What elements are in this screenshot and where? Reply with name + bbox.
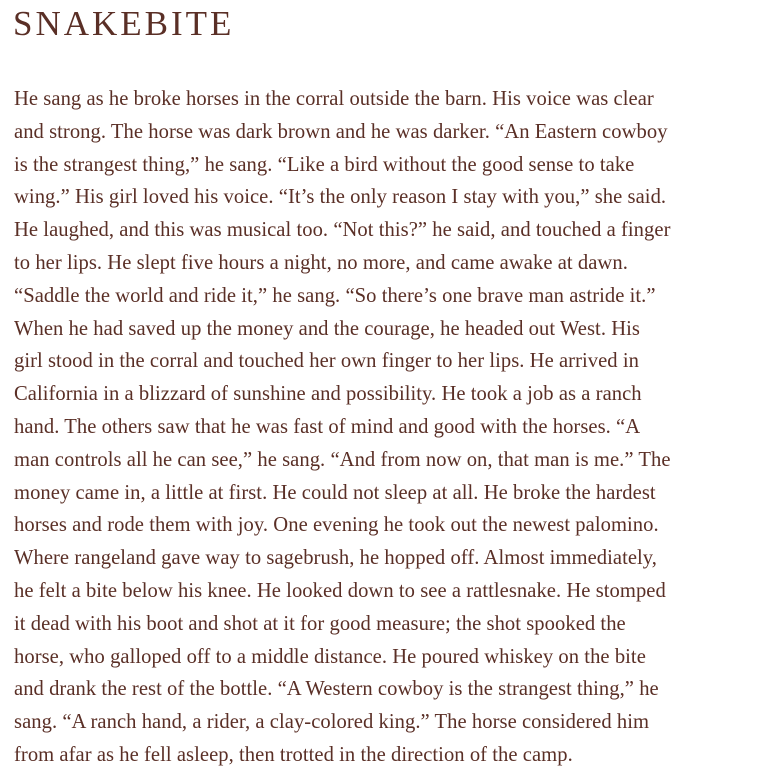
- story-line: Where rangeland gave way to sagebrush, he hopped off. Almost immediately,: [14, 547, 658, 570]
- story-body: [14, 83, 671, 772]
- story-line: wing.” His girl loved his voice. “It’s the only reason I stay with you,” she said.: [14, 186, 667, 209]
- story-line: he felt a bite below his knee. He looked down to see a rattlesnake. He stomped: [14, 579, 666, 602]
- story-line: sang. “A ranch hand, a rider, a clay-colored king.” The horse considered him: [14, 711, 650, 734]
- story-line: girl stood in the corral and touched her own finger to her lips. He arrived in: [14, 350, 639, 373]
- story-line: He sang as he broke horses in the corral outside the barn. His voice was clear: [14, 88, 654, 110]
- story-line: and strong. The horse was dark brown and he was darker. “An Eastern cowboy: [14, 120, 668, 143]
- story-line: and drank the rest of the bottle. “A Western cowboy is the strangest thing,” he: [14, 678, 659, 701]
- story-line: to her lips. He slept five hours a night, no more, and came awake at dawn.: [14, 251, 628, 274]
- story-line: it dead with his boot and shot at it for good measure; the shot spooked the: [14, 612, 626, 635]
- story-line: man controls all he can see,” he sang. “And from now on, that man is me.” The: [14, 448, 671, 471]
- story-line: horse, who galloped off to a middle distance. He poured whiskey on the bite: [14, 645, 646, 668]
- story-title: SNAKEBITE: [13, 4, 235, 43]
- story-line: When he had saved up the money and the courage, he headed out West. His: [14, 317, 640, 340]
- story-line: money came in, a little at first. He could not sleep at all. He broke the hardest: [14, 481, 656, 504]
- story-line: He laughed, and this was musical too. “Not this?” he said, and touched a finger: [14, 219, 671, 242]
- story-line: hand. The others saw that he was fast of mind and good with the horses. “A: [14, 415, 641, 438]
- story-line: “Saddle the world and ride it,” he sang. “So there’s one brave man astride it.”: [14, 284, 656, 307]
- story-line: is the strangest thing,” he sang. “Like a bird without the good sense to take: [14, 153, 635, 176]
- story-line: California in a blizzard of sunshine and possibility. He took a job as a ranch: [14, 383, 642, 406]
- story-line: horses and rode them with joy. One evening he took out the newest palomino.: [14, 514, 659, 537]
- story-line: from afar as he fell asleep, then trotted in the direction of the camp.: [14, 743, 573, 766]
